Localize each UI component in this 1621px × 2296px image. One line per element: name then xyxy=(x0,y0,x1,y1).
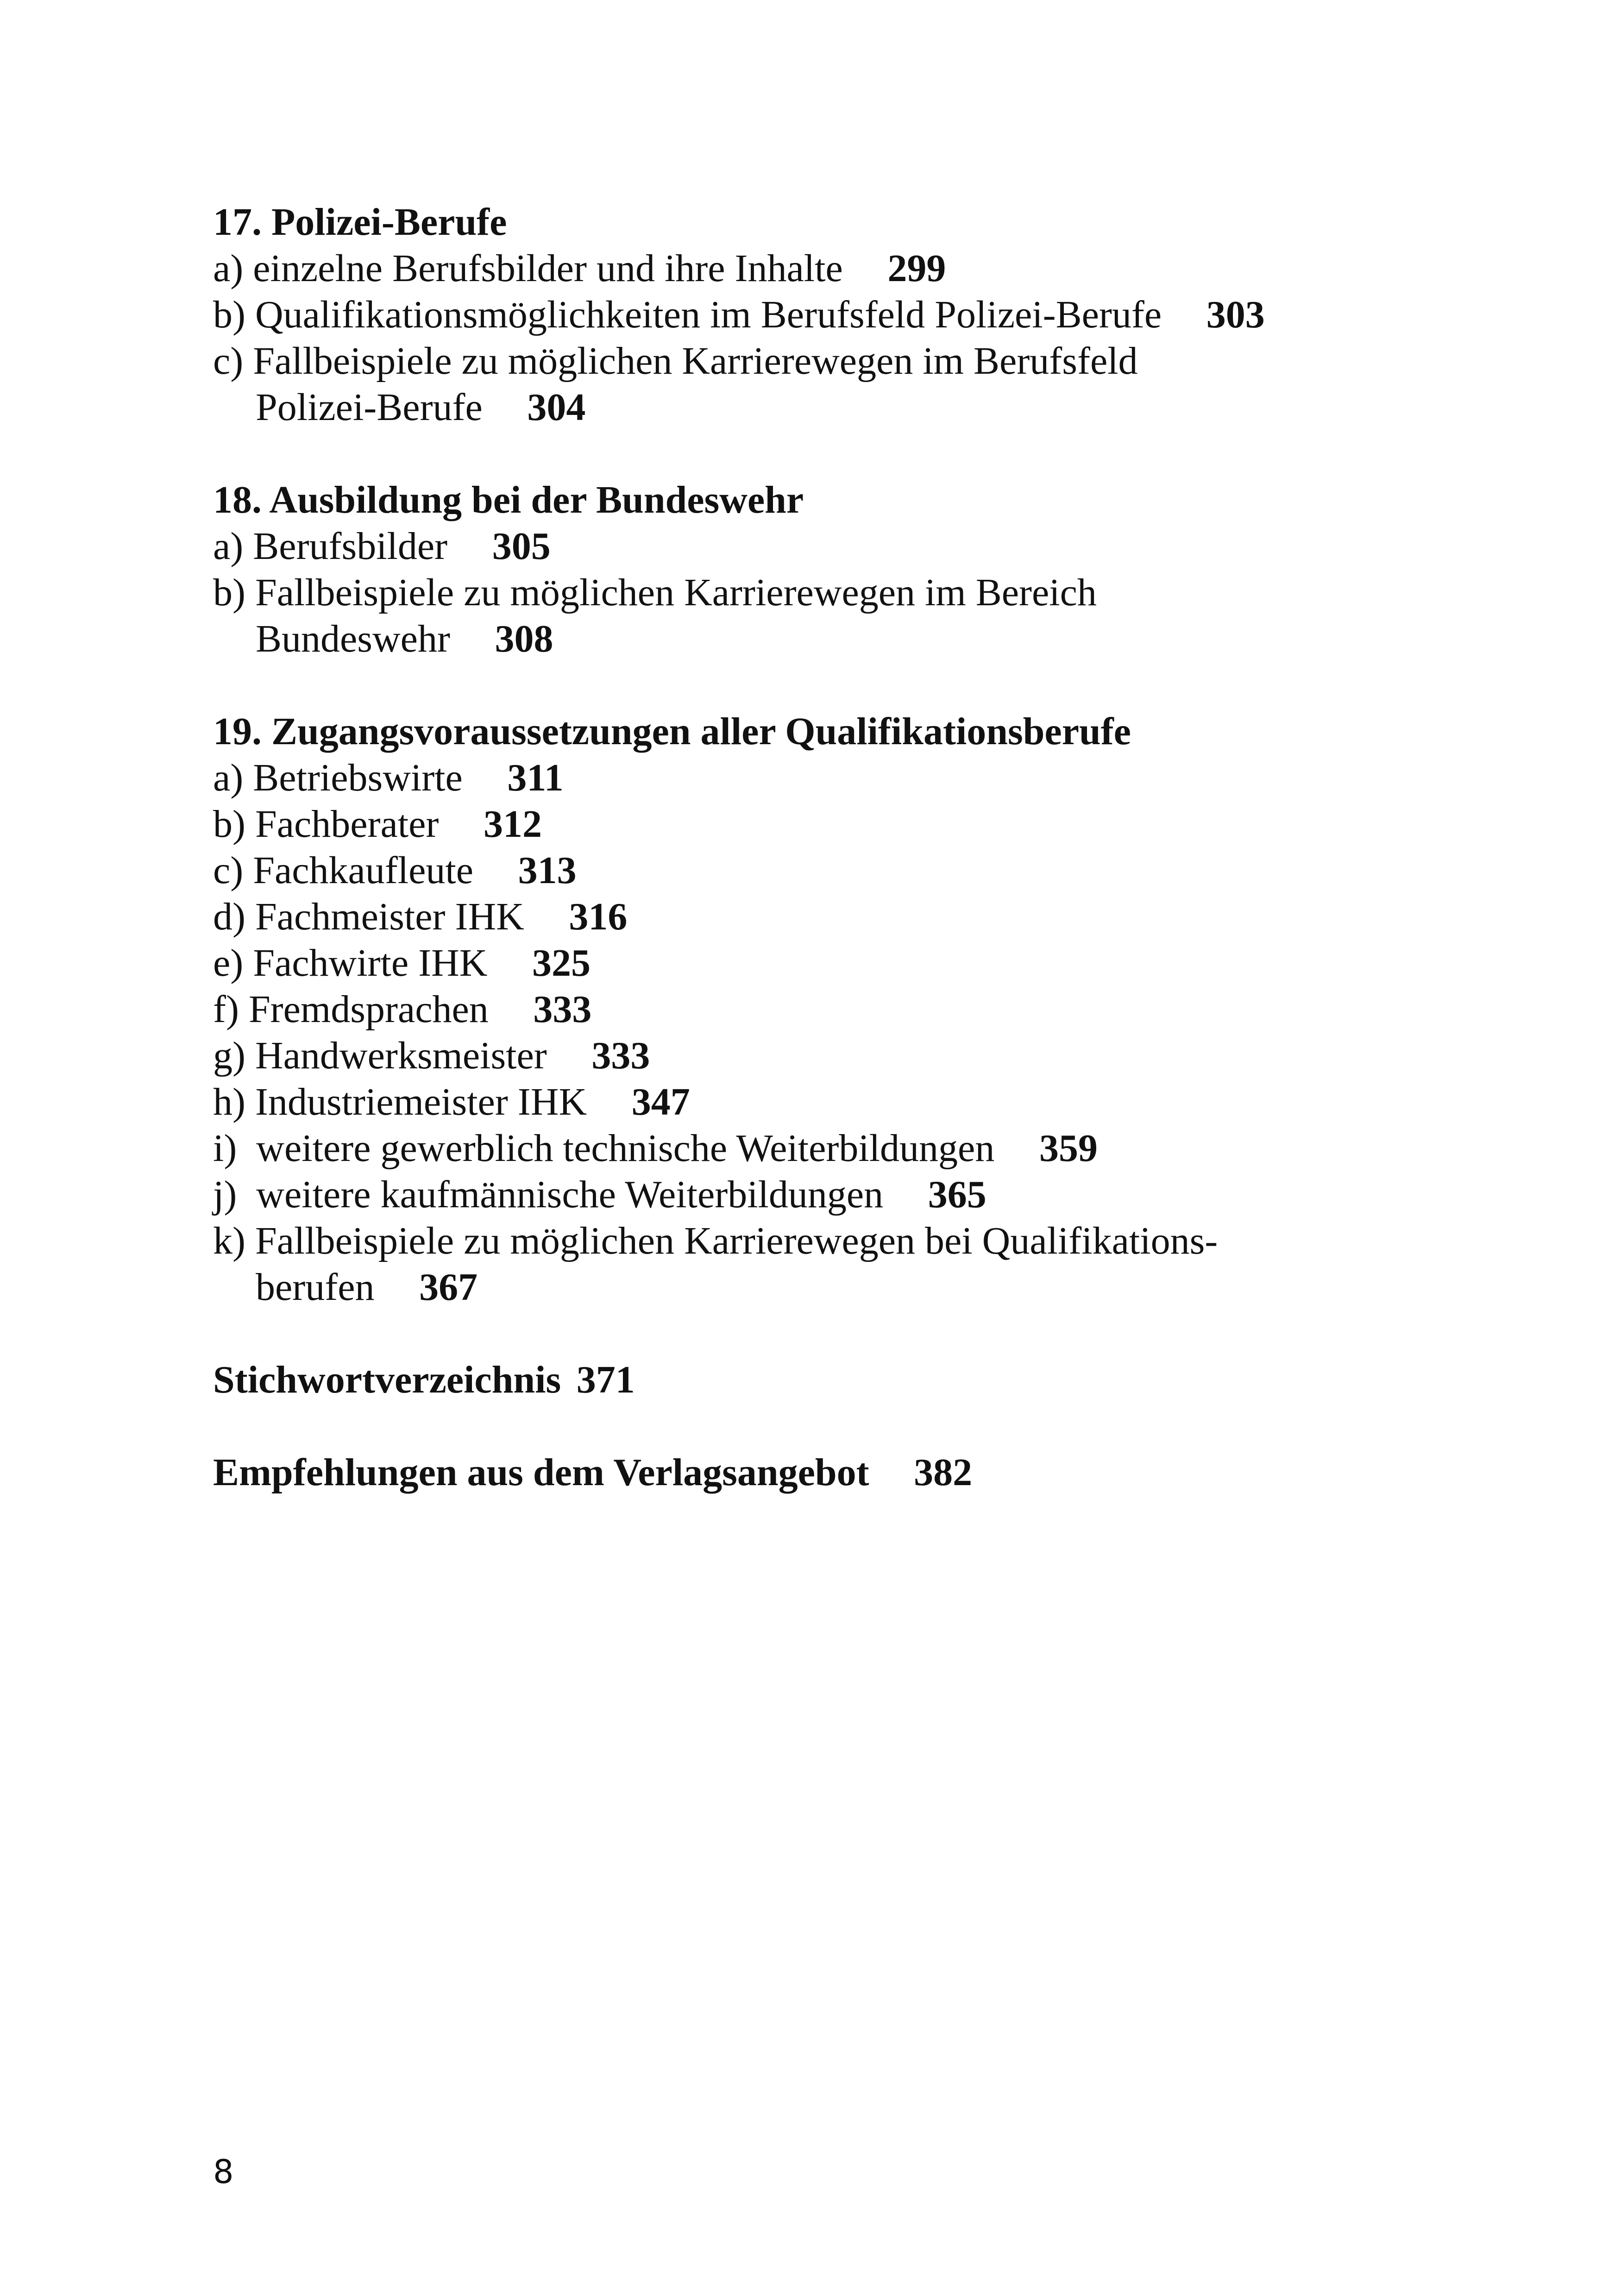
section-heading: 17. Polizei-Berufe xyxy=(213,201,507,244)
toc-entry xyxy=(213,894,1464,940)
toc-entry xyxy=(213,338,1464,431)
toc-entry-text: a) Betriebswirte xyxy=(213,756,463,799)
toc-entry xyxy=(213,1172,1464,1218)
toc-page-number: 305 xyxy=(492,525,551,568)
toc-entry-text: k) Fallbeispiele zu möglichen Karrierewegen bei Qualifikations- xyxy=(213,1219,1218,1262)
toc-entry xyxy=(213,292,1464,338)
toc-entry-text: d) Fachmeister IHK xyxy=(213,895,524,938)
toc-page-number: 303 xyxy=(1206,293,1265,336)
toc-entry-text: b) Qualifikationsmöglichkeiten im Berufsfeld Polizei-Berufe xyxy=(213,293,1162,336)
toc-page-number: 304 xyxy=(527,386,586,429)
toc-entry-text: b) Fallbeispiele zu möglichen Karrierewegen im Bereich xyxy=(213,571,1097,614)
toc-entry-continuation xyxy=(213,616,1464,662)
toc-page-number: 325 xyxy=(532,941,591,985)
toc-entry-text: c) Fallbeispiele zu möglichen Karrierewegen im Berufsfeld xyxy=(213,339,1138,383)
toc-entry xyxy=(213,245,1464,292)
toc-page-number: 333 xyxy=(591,1034,650,1077)
toc-page-number: 367 xyxy=(419,1266,478,1309)
toc-entry xyxy=(213,847,1464,894)
toc-recommendations-label: Empfehlungen aus dem Verlagsangebot xyxy=(213,1451,869,1494)
toc-page-number: 333 xyxy=(533,988,592,1031)
toc-entry xyxy=(213,1033,1464,1079)
toc-page-number: 365 xyxy=(928,1173,986,1216)
toc-section-18 xyxy=(213,477,1464,662)
toc-entry-text: f) Fremdsprachen xyxy=(213,988,489,1031)
toc-entry-continuation xyxy=(213,384,1464,431)
toc-page-number: 359 xyxy=(1039,1127,1098,1170)
toc-entry-text: h) Industriemeister IHK xyxy=(213,1080,587,1123)
toc-entry-continuation-text: Polizei-Berufe xyxy=(256,386,483,429)
toc-entry xyxy=(213,940,1464,986)
toc-entry-continuation xyxy=(213,1264,1464,1311)
toc-page-number: 308 xyxy=(495,617,553,660)
toc-recommendations xyxy=(213,1449,1464,1496)
section-heading: 19. Zugangsvoraussetzungen aller Qualifikationsberufe xyxy=(213,710,1131,753)
toc-page-number: 311 xyxy=(507,756,564,799)
toc-entry xyxy=(213,1125,1464,1172)
toc-page-number: 312 xyxy=(483,803,542,846)
toc-entry-text: b) Fachberater xyxy=(213,803,439,846)
toc-entry xyxy=(213,1218,1464,1311)
toc-entry xyxy=(213,1079,1464,1125)
toc-page-number: 347 xyxy=(631,1080,690,1123)
toc-page-number: 382 xyxy=(914,1451,973,1494)
toc-index xyxy=(213,1357,1464,1403)
toc-page-number: 316 xyxy=(569,895,628,938)
toc-page-number: 313 xyxy=(518,849,577,892)
toc-entry-continuation-text: berufen xyxy=(256,1266,375,1309)
table-of-contents xyxy=(213,199,1464,1542)
toc-entry-text: a) Berufsbilder xyxy=(213,525,448,568)
toc-index-label: Stichwortverzeichnis xyxy=(213,1358,561,1401)
toc-entry xyxy=(213,755,1464,801)
toc-entry xyxy=(213,523,1464,570)
toc-entry-text: c) Fachkaufleute xyxy=(213,849,474,892)
page-number-footer: 8 xyxy=(213,2153,234,2191)
toc-entry-text: j) weitere kaufmännische Weiterbildungen xyxy=(213,1173,884,1216)
toc-page-number: 299 xyxy=(887,247,946,290)
toc-page-number: 371 xyxy=(576,1358,635,1401)
toc-entry xyxy=(213,801,1464,847)
toc-entry xyxy=(213,570,1464,662)
section-heading: 18. Ausbildung bei der Bundeswehr xyxy=(213,478,804,521)
toc-entry-text: e) Fachwirte IHK xyxy=(213,941,488,985)
toc-entry-continuation-text: Bundeswehr xyxy=(256,617,450,660)
toc-entry-text: a) einzelne Berufsbilder und ihre Inhalte xyxy=(213,247,843,290)
toc-section-17 xyxy=(213,199,1464,431)
toc-entry-text: i) weitere gewerblich technische Weiterbildungen xyxy=(213,1127,995,1170)
toc-section-19 xyxy=(213,709,1464,1311)
toc-entry-text: g) Handwerksmeister xyxy=(213,1034,547,1077)
toc-entry xyxy=(213,986,1464,1033)
